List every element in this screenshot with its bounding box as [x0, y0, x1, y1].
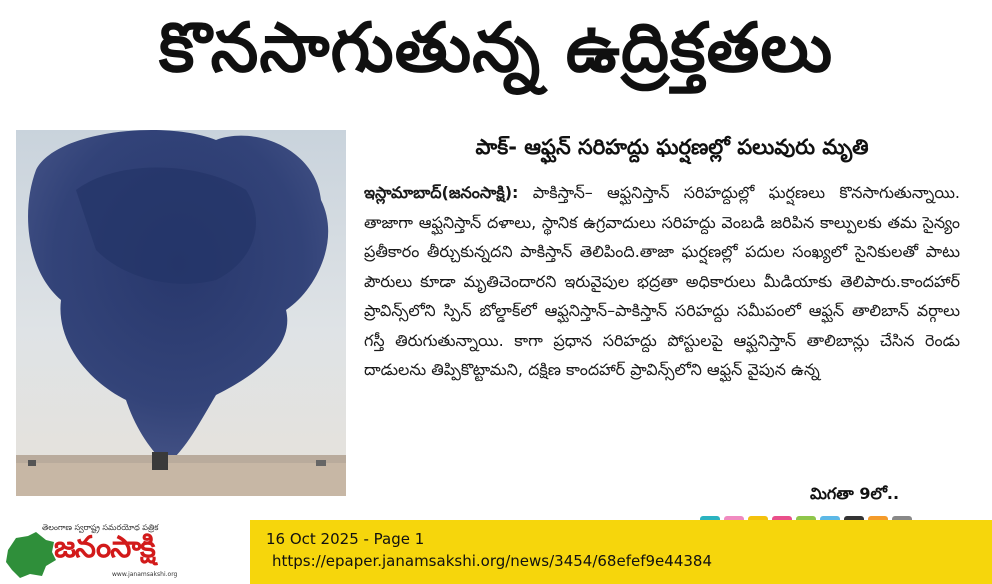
janamsakshi-logo[interactable]	[0, 520, 250, 584]
headline: కొనసాగుతున్న ఉద్రిక్తతలు	[158, 8, 834, 88]
news-photo-smoke	[16, 130, 346, 496]
edition-date-page: 16 Oct 2025 - Page 1	[266, 530, 425, 548]
epaper-link[interactable]: https://epaper.janamsakshi.org/news/3454/68efef9e44384	[272, 552, 712, 570]
continued-on-page: మిగతా 9లో..	[810, 484, 900, 503]
telangana-map-icon	[2, 530, 58, 580]
subheadline: పాక్‌- ఆఫ్ఘన్‌ సరిహద్దు ఘర్షణల్లో పలువురు మృతి	[475, 135, 869, 159]
article-body	[364, 178, 960, 508]
footer-bar	[0, 520, 992, 584]
logo-tagline: తెలంగాణ స్వరాష్ట్ర సమరయోధ పత్రిక	[42, 523, 159, 532]
logo-url: www.janamsakshi.org	[112, 571, 178, 578]
article-dateline: ఇస్లామాబాద్‌(జనంసాక్షి):	[364, 183, 519, 202]
logo-name: జనంసాక్షి	[54, 530, 155, 565]
article-text: పాకిస్తాన్‌– ఆఫ్ఘనిస్తాన్‌ సరిహద్దుల్లో ఘర్షణలు కొనసాగుతున్నాయి. తాజాగా ఆఫ్ఘనిస్తాన్‌ దళాలు, స్థానిక ఉగ్రవాదులు సరిహద్దు వెంబడి జరిపిన కాల్పులకు తమ సైన్యం ప్రతీకారం తీర్చుకున్నదని పాకిస్తాన్‌ తెలిపింది.తాజా ఘర్షణల్లో పదుల సంఖ్యలో సైనికులతో పాటు పౌరులు కూడా మృతిచెందారని ఇరువైపుల భద్రతా అధికారులు మీడియాకు తెలిపారు.కాందహార్‌ ప్రావిన్స్‌లోని స్పిన్‌ బోల్డాక్‌లో ఆఫ్ఘనిస్తాన్‌–పాకిస్తాన్‌ సరిహద్దు సమీపంలో ఆఫ్ఘన్‌ తాలిబాన్‌ వర్గాలు గస్తీ తిరుగుతున్నాయి. కాగా ప్రధాన సరిహద్దు పోస్టులపై ఆఫ్ఘనిస్తాన్‌ తాలిబాన్లు చేసిన రెండు దాడులను తిప్పికొట్టామని, దక్షిణ కాందహార్‌ ప్రావిన్స్‌లోని ఆఫ్ఘన్‌ వైపున ఉన్న	[364, 183, 960, 379]
